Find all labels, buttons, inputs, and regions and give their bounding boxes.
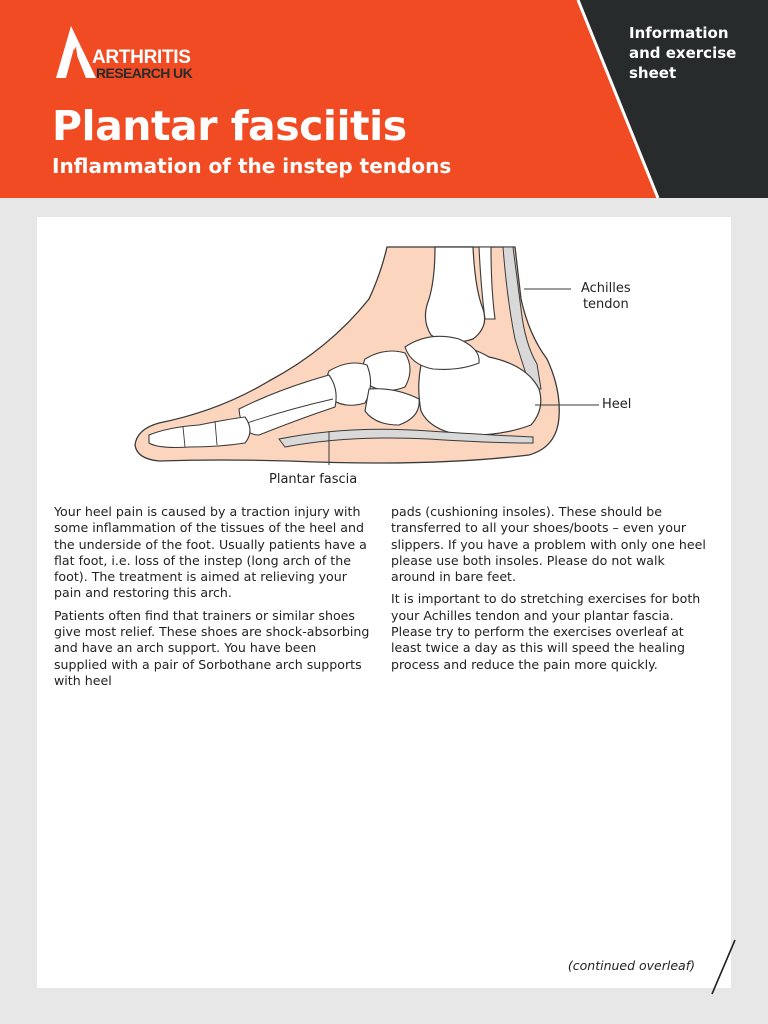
page-title: Plantar fasciitis: [52, 102, 407, 150]
foot-anatomy-illustration: [129, 239, 689, 499]
paragraph-heel-pain: Your heel pain is caused by a traction injury with some inflammation of the tissues of the heel and the underside of the foot. Usually patients have a flat foot, i.e. loss of the instep (long arch of the foot). The treatment is aimed at relieving your pain and restoring this arch.: [54, 504, 367, 601]
page-subtitle: Inflammation of the instep tendons: [52, 154, 452, 178]
foot-diagram: [129, 239, 689, 499]
logo-word-arthritis: ARTHRITIS: [92, 47, 191, 68]
content-page: [37, 217, 731, 988]
paragraph-stretching: It is important to do stretching exercises for both your Achilles tendon and your plantar fascia. Please try to perform the exercises overleaf at least twice a day as this will speed the healing process and reduce the pain more quickly.: [391, 591, 701, 672]
header-banner: [0, 0, 768, 198]
sheet-label-line-2: and exercise: [629, 44, 737, 62]
body-column-right: [391, 504, 709, 679]
plantar-fascia-label: Plantar fascia: [269, 472, 358, 487]
page-corner-slash-icon: [709, 938, 739, 998]
achilles-tendon-label: [581, 281, 631, 313]
heel-label: Heel: [602, 397, 632, 412]
achilles-label-line-1: Achilles: [581, 281, 631, 296]
continued-overleaf-note: (continued overleaf): [567, 958, 695, 973]
body-column-left: [54, 504, 372, 695]
paragraph-insoles: pads (cushioning insoles). These should be transferred to all your shoes/boots – even your slippers. If you have a problem with only one heel please use both insoles. Please do not walk around in bare feet.: [391, 504, 706, 585]
sheet-label-line-3: sheet: [629, 64, 677, 82]
arthritis-research-uk-logo: [52, 22, 232, 82]
paragraph-trainers: Patients often find that trainers or similar shoes give most relief. These shoes are shock-absorbing and have an arch support. You have been supplied with a pair of Sorbothane arch supports with heel: [54, 607, 370, 688]
sheet-type-label: [629, 23, 759, 83]
logo-word-research-uk: RESEARCH UK: [96, 65, 193, 81]
sheet-label-line-1: Information: [629, 24, 729, 42]
achilles-label-line-2: tendon: [582, 297, 629, 312]
